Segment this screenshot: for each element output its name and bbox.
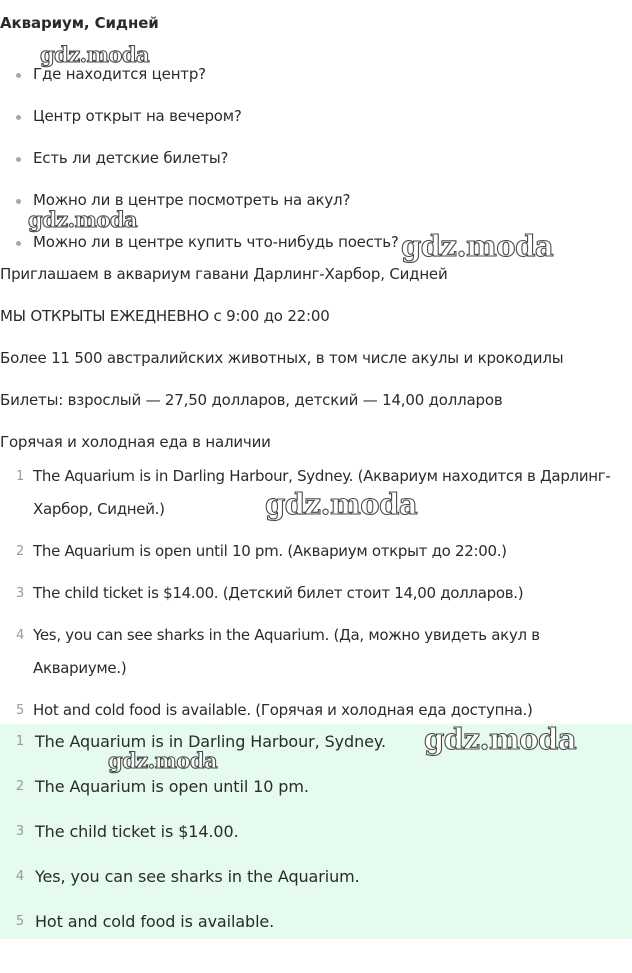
info-line: МЫ ОТКРЫТЫ ЕЖЕДНЕВНО с 9:00 до 22:00 — [0, 307, 330, 325]
answer-item — [0, 619, 628, 685]
final-answer-list — [0, 728, 386, 953]
question-item: Есть ли детские билеты? — [0, 146, 399, 188]
answer-item — [0, 694, 628, 727]
question-item: Центр открыт на вечером? — [0, 104, 399, 146]
answer-text: Yes, you can see sharks in the Aquarium. (Да, можно увидеть акул в Аквариуме.) — [33, 626, 540, 677]
watermark: gdz.moda — [28, 207, 138, 232]
answer-number: 2 — [16, 544, 24, 559]
final-answer-item — [0, 908, 386, 953]
info-block — [0, 262, 563, 472]
final-answer-number: 2 — [15, 779, 24, 794]
question-item: Можно ли в центре посмотреть на акул? — [0, 188, 399, 230]
answer-text: The Aquarium is in Darling Harbour, Sydney. (Аквариум находится в Дарлинг-Харбор, Сидней.) — [33, 467, 611, 518]
final-answer-text: The child ticket is $14.00. — [35, 822, 239, 841]
question-item: Можно ли в центре купить что-нибудь поесть? — [0, 230, 399, 272]
watermark: gdz.moda — [424, 722, 577, 756]
answer-number: 5 — [16, 703, 24, 718]
info-line: Билеты: взрослый — 27,50 долларов, детский — 14,00 долларов — [0, 391, 503, 409]
info-line: Более 11 500 австралийских животных, в том числе акулы и крокодилы — [0, 349, 564, 367]
question-list — [0, 62, 399, 272]
page-title: Аквариум, Сидней — [0, 14, 159, 32]
answer-number: 3 — [16, 586, 24, 601]
answer-number: 1 — [16, 469, 24, 484]
answer-item — [0, 460, 628, 526]
answer-text: The child ticket is $14.00. (Детский билет стоит 14,00 долларов.) — [33, 584, 524, 602]
answer-item — [0, 535, 628, 568]
answer-list — [0, 460, 628, 736]
final-answer-item — [0, 818, 386, 863]
final-answer-text: The Aquarium is open until 10 pm. — [35, 777, 309, 796]
final-answer-item — [0, 863, 386, 908]
final-answer-text: Hot and cold food is available. — [35, 912, 275, 931]
final-answer-number: 4 — [15, 869, 24, 884]
answer-text: Hot and cold food is available. (Горячая и холодная еда доступна.) — [33, 701, 533, 719]
watermark: gdz.moda — [265, 487, 418, 521]
watermark: gdz.moda — [40, 42, 150, 67]
watermark: gdz.moda — [108, 748, 218, 773]
final-answer-number: 3 — [15, 824, 24, 839]
final-answer-text: The Aquarium is in Darling Harbour, Sydney. — [35, 732, 386, 751]
final-answer-text: Yes, you can see sharks in the Aquarium. — [35, 867, 360, 886]
final-answer-number: 1 — [15, 734, 24, 749]
final-answer-item — [0, 728, 386, 773]
info-line: Горячая и холодная еда в наличии — [0, 433, 271, 451]
info-line: Приглашаем в аквариум гавани Дарлинг-Харбор, Сидней — [0, 265, 448, 283]
final-answer-item — [0, 773, 386, 818]
final-answer-number: 5 — [15, 914, 24, 929]
answer-number: 4 — [16, 628, 24, 643]
watermark: gdz.moda — [401, 229, 554, 263]
answer-text: The Aquarium is open until 10 pm. (Аквариум открыт до 22:00.) — [33, 542, 507, 560]
answer-item — [0, 577, 628, 610]
question-item: Где находится центр? — [0, 62, 399, 104]
